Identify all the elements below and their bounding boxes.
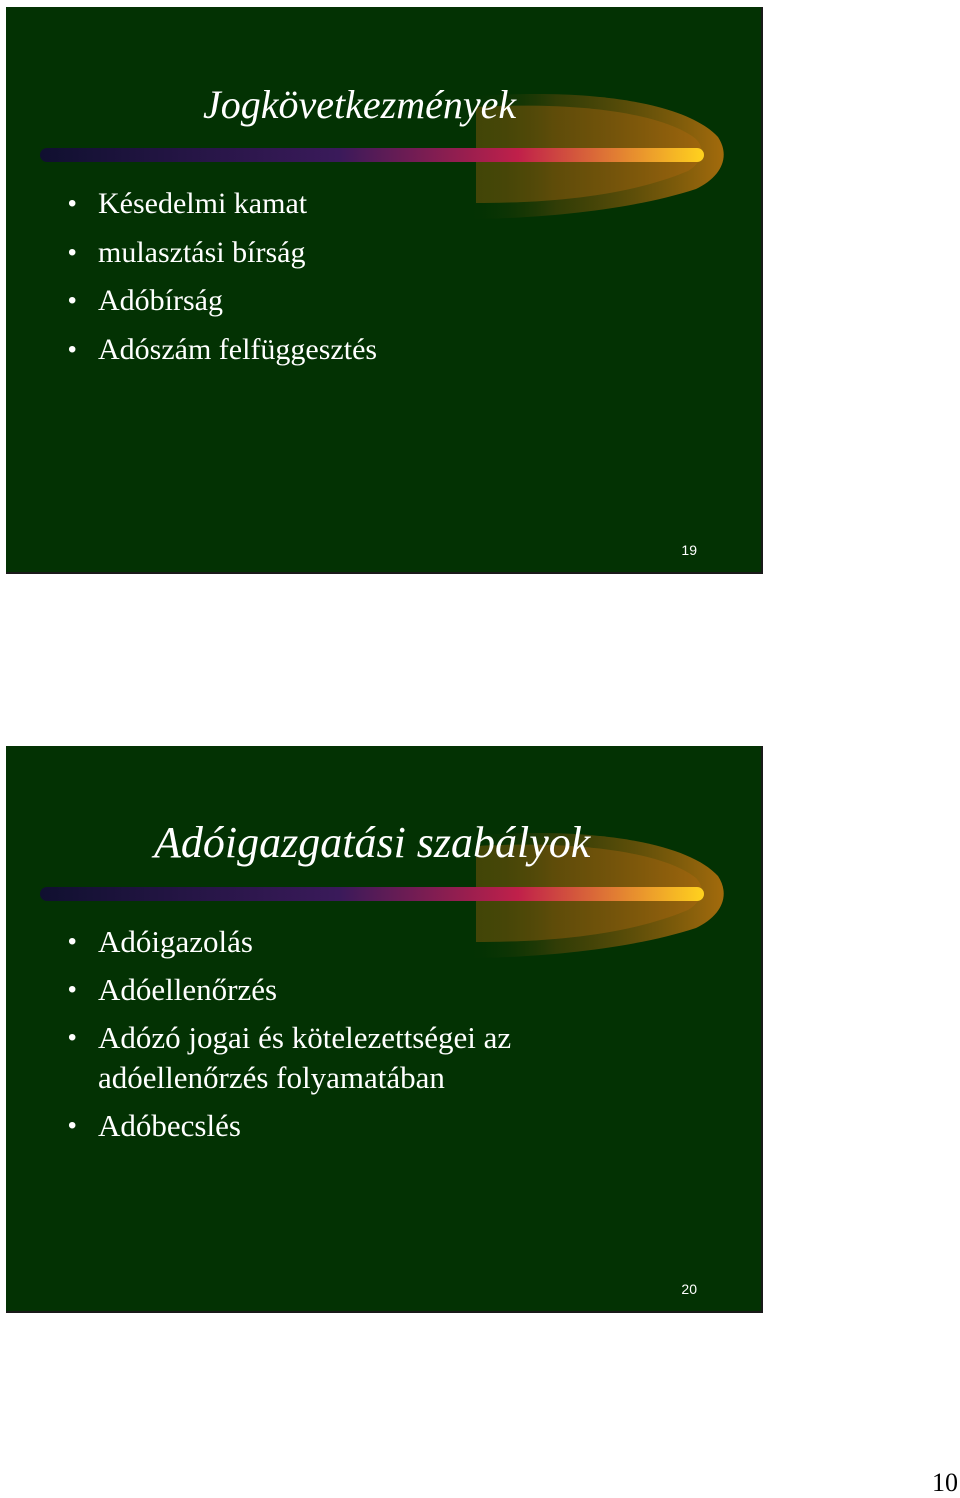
bullet-icon: • [68,928,77,955]
bullet-icon: • [68,1112,77,1139]
bullet-item: • Adóbírság [68,277,377,326]
slide-number: 20 [681,1281,697,1297]
bullet-item: • Adószám felfüggesztés [68,326,377,375]
bullet-item: • mulasztási bírság [68,229,377,278]
bullet-icon: • [68,238,77,266]
slide-20 [6,746,763,1313]
bullet-item: • Adóigazolás [68,918,578,966]
slide-number: 19 [681,542,697,558]
bullet-icon: • [68,287,77,314]
bullet-list [68,918,578,1150]
slide-title: Jogkövetkezmények [203,82,517,127]
bullet-item: • Késedelmi kamat [68,180,377,229]
bullet-icon: • [68,190,77,217]
bullet-item: • Adóellenőrzés [68,966,578,1014]
slide-19 [6,7,763,574]
bullet-item: • Adóbecslés [68,1102,578,1150]
page-number: 10 [932,1468,958,1497]
bullet-icon: • [68,976,77,1003]
slide-title: Adóigazgatási szabályok [154,818,591,867]
bullet-list [68,180,377,374]
bullet-icon: • [68,1024,77,1051]
bullet-icon: • [68,335,77,363]
bullet-item: • Adózó jogai és kötelezettségei az adóellenőrzés folyamatában [68,1020,512,1095]
